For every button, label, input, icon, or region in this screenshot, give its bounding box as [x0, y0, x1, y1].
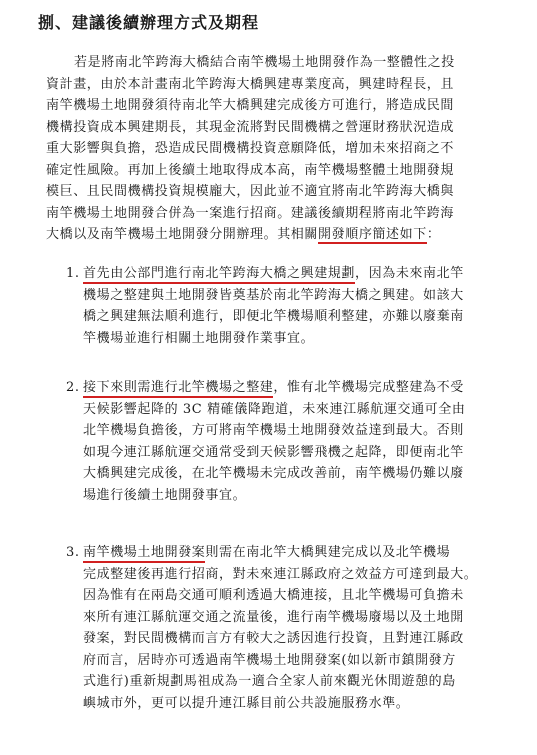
intro-last-suffix: ：: [426, 227, 441, 242]
list-item-line: 天候影響起降的 3C 精確儀降跑道，未來連江縣航運交通可全由: [83, 401, 466, 417]
list-item-line: 嶼城市外，更可以提升連江縣目前公共設施服務水準。: [83, 695, 410, 711]
list-item-line: 府而言，居時亦可透過南竿機場土地開發案(如以新市鎮開發方: [83, 652, 456, 668]
intro-paragraph: [46, 52, 524, 246]
list-item-line: 北竿機場負擔後，方可將南竿機場土地開發效益達到最大。否則: [83, 423, 464, 438]
list-item-line: 發案，對民間機構而言方有較大之誘因進行投資，且對連江縣政: [83, 631, 464, 646]
list-item-line: 完成整建後再進行招商，對未來連江縣政府之效益方可達到最大。: [83, 566, 478, 582]
list-item-highlight: 首先由公部門進行南北竿跨海大橋之興建規劃: [83, 266, 355, 284]
list-item: [66, 542, 526, 714]
list-item-line: 場進行後續土地開發事宜。: [83, 487, 247, 503]
list-item-line: 如現今連江縣航運交通常受到天候影響飛機之起降，即便南北竿: [83, 444, 464, 460]
list-item: [66, 263, 526, 349]
list-item-line: 因為惟有在兩島交通可順利透過大橋連接，且北竿機場可負擔未: [83, 588, 464, 603]
list-item-first-line: [66, 377, 526, 399]
list-item-line: 機場之整建與土地開發皆奠基於南北竿跨海大橋之興建。如該大: [83, 287, 464, 303]
list-item: [66, 377, 526, 506]
intro-line: 重大影響與負擔，恐造成民間機構投資意願降低，增加未來招商之不: [46, 141, 455, 156]
list-item-first-rest: ，惟有北竿機場完成整建為不受: [273, 380, 464, 395]
list-item-number: 1.: [66, 266, 80, 281]
list-item-line: 大橋興建完成後，在北竿機場未完成改善前，南竿機場仍難以廢: [83, 466, 464, 481]
intro-line: 若是將南北竿跨海大橋結合南竿機場土地開發作為一整體性之投: [74, 55, 455, 70]
list-item-highlight: 南竿機場土地開發案: [83, 545, 205, 563]
list-item-highlight: 接下來則需進行北竿機場之整建: [83, 380, 273, 398]
list-item-line: 橋之興建無法順利進行，即便北竿機場順利整建，亦難以廢棄南: [83, 309, 464, 324]
intro-line: 模巨、且民間機構投資規模龐大，因此並不適宜將南北竿跨海大橋與: [46, 184, 455, 199]
list-item-number: 2.: [66, 380, 80, 395]
list-item-number: 3.: [66, 545, 80, 560]
intro-line: 南竿機場土地開發合併為一案進行招商。建議後續期程將南北竿跨海: [46, 205, 455, 221]
intro-last-prefix: 大橋以及南竿機場土地開發分開辦理。其相關: [46, 227, 319, 242]
list-item-first-rest: ，因為未來南北竿: [355, 266, 464, 281]
intro-line-last: [46, 224, 524, 246]
list-item-line: 竿機場並進行相關土地開發作業事宜。: [83, 330, 315, 346]
intro-line: 確定性風險。再加上後續土地取得成本高，南竿機場整體土地開發規: [46, 162, 455, 178]
list-item-line: 來所有連江縣航運交通之流量後，進行南竿機場廢場以及土地開: [83, 609, 464, 625]
list-item-first-rest: 則需在南北竿大橋興建完成以及北竿機場: [205, 545, 451, 560]
intro-line: 南竿機場土地開發須待南北竿大橋興建完成後方可進行，將造成民間: [46, 98, 455, 113]
list-item-first-line: [66, 263, 526, 285]
list-item-line: 式進行)重新規劃馬祖成為一適合全家人前來觀光休閒遊憩的島: [83, 674, 456, 689]
intro-line: 機構投資成本興建期長，其現金流將對民間機構之營運財務狀況造成: [46, 119, 455, 135]
list-item-first-line: [66, 542, 526, 564]
intro-line: 資計畫，由於本計畫南北竿跨海大橋興建專業度高，興建時程長，且: [46, 76, 455, 92]
intro-underlined-phrase: 開發順序簡述如下: [318, 227, 427, 242]
section-heading: 捌、建議後續辦理方式及期程: [38, 13, 260, 32]
